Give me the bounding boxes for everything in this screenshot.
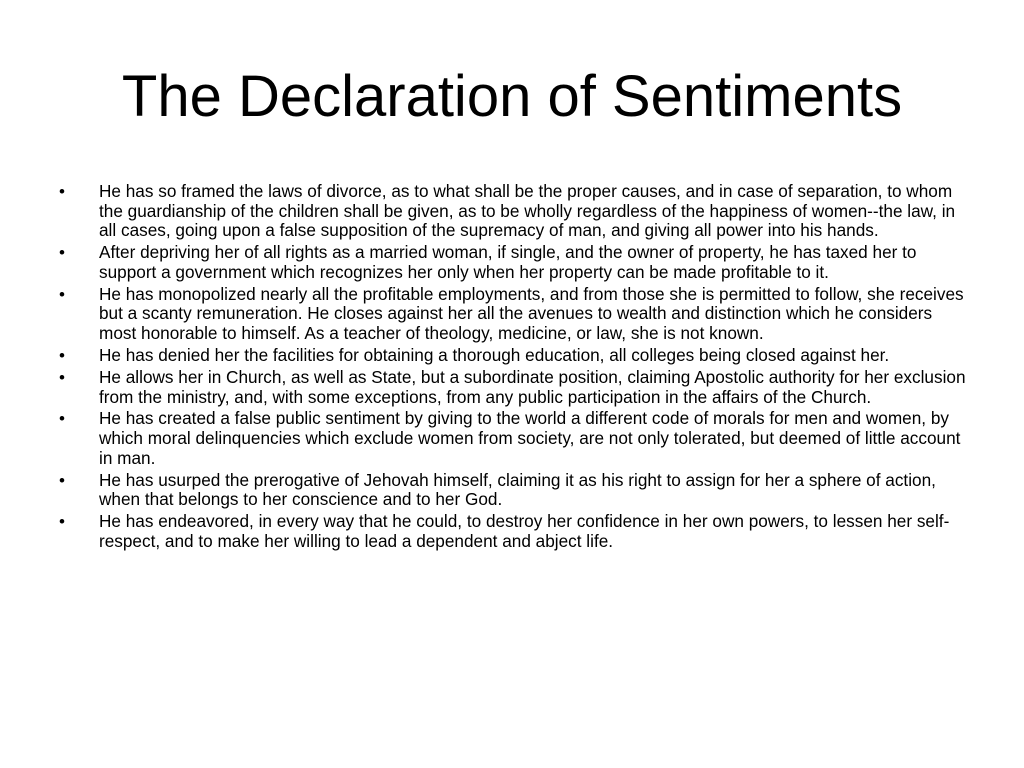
bullet-icon: • [59,367,65,387]
list-item [58,346,968,366]
bullet-text: He has denied her the facilities for obtaining a thorough education, all colleges being closed against her. [99,344,890,365]
bullet-text: He has monopolized nearly all the profitable employments, and from those she is permitted to follow, she receives but a scanty remuneration. He closes against her all the avenues to wealth and distinction which he considers most honorable to himself. As a teacher of theology, medicine, or law, she is not known. [99,283,964,343]
list-item [58,512,968,551]
slide-title: The Declaration of Sentiments [121,64,903,129]
bullet-icon: • [59,182,65,201]
bullet-icon: • [59,345,65,365]
bullet-text: After depriving her of all rights as a married woman, if single, and the owner of property, he has taxed her to support a government which recognizes her only when her property can be made profitable to it. [99,242,917,282]
list-item [58,409,968,468]
list-item [58,182,968,241]
list-item [58,368,968,407]
bullet-icon: • [59,409,65,429]
bullet-text: He has usurped the prerogative of Jehovah himself, claiming it as his right to assign for her a sphere of action, when that belongs to her conscience and to her God. [99,469,936,510]
bullet-icon: • [59,512,65,532]
bullet-text: He allows her in Church, as well as State, but a subordinate position, claiming Apostolic authority for her exclusion from the ministry, and, with some exceptions, from any public participation in the affairs of the Church. [99,366,966,407]
bullet-text: He has so framed the laws of divorce, as to what shall be the proper causes, and in case of separation, to whom the guardianship of the children shall be given, as to be wholly regardless of the happiness of women--the law, in all cases, going upon a false supposition of the supremacy of man, and giving all power into his hands. [99,181,956,241]
list-item [58,285,968,344]
bullet-text: He has created a false public sentiment by giving to the world a different code of morals for men and women, by which moral delinquencies which exclude women from society, are not only tolerated, but deemed of little account in man. [99,408,961,468]
bullet-icon: • [59,470,65,490]
bullet-text: He has endeavored, in every way that he could, to destroy her confidence in her own powers, to lessen her self-respect, and to make her willing to lead a dependent and abject life. [99,511,950,551]
list-item [58,471,968,510]
list-item [58,243,968,282]
bullet-list [58,182,968,554]
bullet-icon: • [59,284,65,304]
bullet-icon: • [59,243,65,263]
